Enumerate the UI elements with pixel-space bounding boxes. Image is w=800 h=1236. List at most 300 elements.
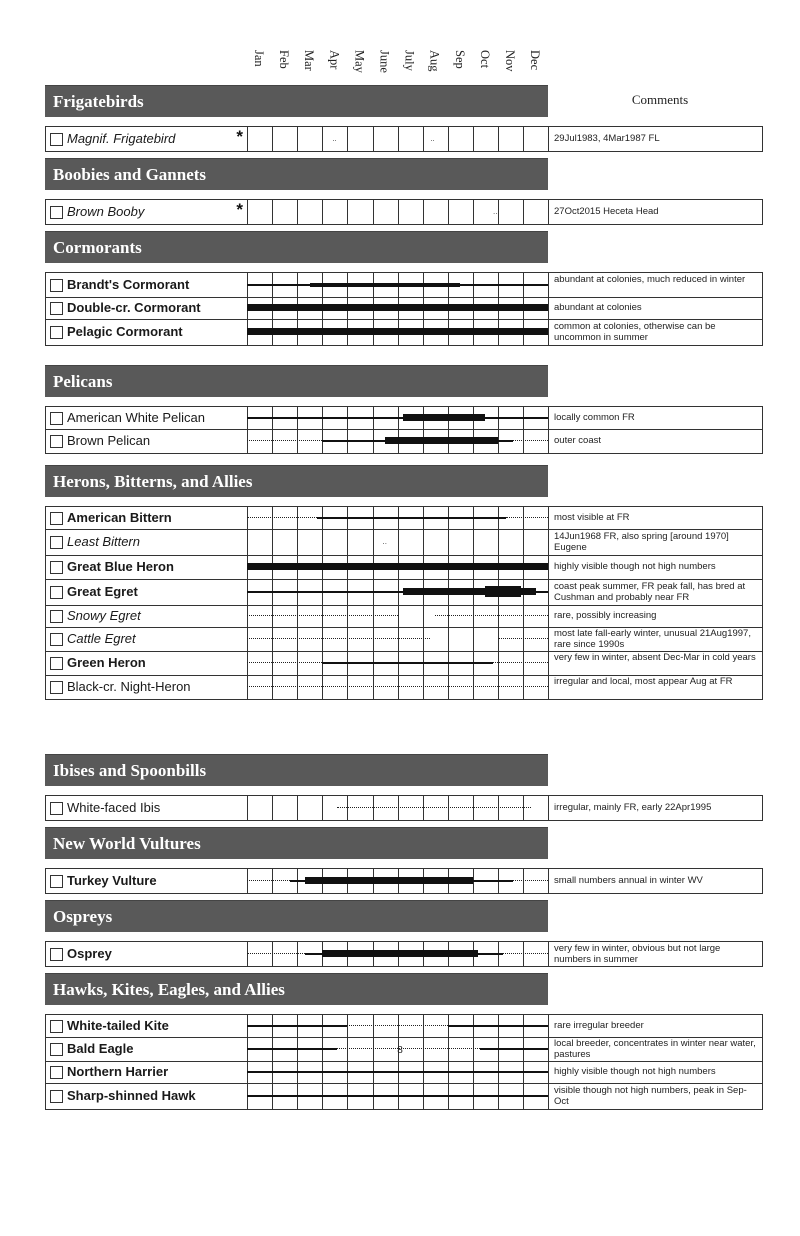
- month-divider: [423, 127, 424, 151]
- species-name: Pelagic Cormorant: [67, 324, 183, 339]
- month-divider: [272, 606, 273, 627]
- comment-cell: [548, 298, 762, 319]
- month-divider: [448, 530, 449, 555]
- month-divider: [398, 628, 399, 651]
- species-row: [45, 298, 763, 320]
- species-comment: rare irregular breeder: [554, 1020, 644, 1031]
- month-header-feb: [271, 50, 296, 80]
- species-row: [45, 506, 763, 530]
- abundance-bar-dot: [503, 953, 548, 954]
- month-divider: [498, 652, 499, 675]
- species-checkbox[interactable]: [50, 657, 63, 670]
- species-row: [45, 556, 763, 580]
- abundance-bar-dot: [506, 517, 549, 518]
- section-header: [45, 465, 548, 497]
- comment-cell: [548, 530, 762, 555]
- species-comment: outer coast: [554, 435, 601, 446]
- species-comment: irregular and local, most appear Aug at FR: [554, 676, 733, 687]
- section-header: [45, 365, 548, 397]
- abundance-bar-thick: [305, 877, 473, 884]
- abundance-bar-thin: [247, 284, 310, 286]
- month-divider: [373, 796, 374, 820]
- month-divider: [373, 200, 374, 224]
- species-row: [45, 1084, 763, 1110]
- abundance-bar-thick: [403, 414, 486, 421]
- month-divider: [347, 530, 348, 555]
- month-divider: [373, 1015, 374, 1037]
- month-divider: [398, 200, 399, 224]
- month-header-apr: [321, 50, 346, 80]
- month-divider: [498, 530, 499, 555]
- species-name-cell: [46, 580, 248, 605]
- month-divider: [322, 200, 323, 224]
- abundance-bar-dot: [247, 517, 317, 518]
- species-name: American White Pelican: [67, 410, 205, 425]
- month-divider: [423, 606, 424, 627]
- rare-asterisk: *: [236, 127, 243, 146]
- abundance-bar-thin: [322, 440, 385, 442]
- month-divider: [473, 530, 474, 555]
- species-row: [45, 320, 763, 346]
- month-label: July: [402, 50, 417, 71]
- species-row: [45, 628, 763, 652]
- comment-cell: [548, 796, 762, 820]
- species-comment: local breeder, concentrates in winter near water, pastures: [554, 1038, 756, 1060]
- species-comment: 14Jun1968 FR, also spring [around 1970] Eugene: [554, 531, 729, 553]
- month-divider: [272, 652, 273, 675]
- abundance-bar-dot: [247, 953, 305, 954]
- species-checkbox[interactable]: [50, 1090, 63, 1103]
- month-divider: [322, 796, 323, 820]
- section-header: [45, 827, 548, 859]
- species-row: [45, 530, 763, 556]
- month-divider: [272, 200, 273, 224]
- month-divider: [297, 652, 298, 675]
- month-divider: [523, 530, 524, 555]
- section-title: Pelicans: [53, 372, 113, 391]
- section-title: Ospreys: [53, 907, 113, 926]
- species-name-cell: [46, 869, 248, 893]
- abundance-bar-dot: [247, 662, 322, 663]
- month-divider: [373, 676, 374, 699]
- species-name-cell: [46, 676, 248, 699]
- comment-cell: [548, 407, 762, 429]
- month-divider: [423, 628, 424, 651]
- section-title: Herons, Bitterns, and Allies: [53, 472, 253, 491]
- comment-cell: [548, 430, 762, 453]
- species-checkbox[interactable]: [50, 133, 63, 146]
- abundance-bar-dot: [513, 440, 548, 441]
- species-name: Cattle Egret: [67, 631, 136, 646]
- species-name-cell: [46, 1015, 248, 1037]
- species-name: Magnif. Frigatebird: [67, 131, 176, 146]
- month-divider: [373, 628, 374, 651]
- species-name: Double-cr. Cormorant: [67, 300, 201, 315]
- section-title: New World Vultures: [53, 834, 201, 853]
- abundance-bar-thin: [317, 517, 505, 519]
- month-divider: [398, 127, 399, 151]
- species-row: [45, 868, 763, 894]
- species-name: Sharp-shinned Hawk: [67, 1088, 196, 1103]
- month-header-dec: [522, 50, 547, 80]
- section-title: Cormorants: [53, 238, 142, 257]
- month-divider: [498, 796, 499, 820]
- abundance-bar-thin: [485, 417, 548, 419]
- abundance-bar-thin: [247, 417, 403, 419]
- abundance-bar-thick: [403, 588, 486, 595]
- rare-asterisk: *: [236, 200, 243, 219]
- month-divider: [272, 628, 273, 651]
- abundance-bar-dot: [247, 686, 548, 687]
- month-label: Jan: [252, 50, 266, 67]
- month-divider: [272, 796, 273, 820]
- species-name-cell: [46, 1062, 248, 1083]
- species-name-cell: [46, 273, 248, 297]
- month-label: Feb: [277, 50, 292, 69]
- month-divider: [448, 796, 449, 820]
- month-divider: [398, 530, 399, 555]
- species-comment: most late fall-early winter, unusual 21Aug1997, rare since 1990s: [554, 628, 751, 650]
- month-divider: [347, 606, 348, 627]
- abundance-bar-dot: [435, 615, 548, 616]
- species-comment: highly visible though not high numbers: [554, 1066, 716, 1077]
- species-name: American Bittern: [67, 510, 172, 525]
- species-name-cell: [46, 628, 248, 651]
- abundance-bar-thick: [247, 328, 548, 335]
- comment-cell: [548, 942, 762, 966]
- month-divider: [423, 676, 424, 699]
- month-divider: [523, 200, 524, 224]
- species-name-cell: [46, 127, 248, 151]
- month-divider: [297, 507, 298, 529]
- month-divider: [423, 796, 424, 820]
- month-label: Dec: [528, 50, 543, 71]
- species-row: [45, 126, 763, 152]
- month-header-july: [397, 50, 422, 80]
- species-name-cell: [46, 606, 248, 627]
- abundance-bar-thin: [247, 1095, 548, 1097]
- month-divider: [322, 606, 323, 627]
- species-name: Osprey: [67, 946, 112, 961]
- species-comment: coast peak summer, FR peak fall, has bred at Cushman and probably near FR: [554, 581, 746, 603]
- species-comment: visible though not high numbers, peak in Sep-Oct: [554, 1085, 747, 1107]
- month-divider: [373, 127, 374, 151]
- month-divider: [347, 200, 348, 224]
- month-label: Nov: [503, 50, 517, 72]
- species-name-cell: [46, 942, 248, 966]
- month-divider: [297, 200, 298, 224]
- comment-cell: [548, 676, 762, 699]
- species-checkbox[interactable]: [50, 633, 63, 646]
- month-header-sep: [447, 50, 472, 80]
- species-comment: highly visible though not high numbers: [554, 561, 716, 572]
- abundance-bar-dot: [498, 638, 548, 639]
- abundance-bar-thin: [247, 1025, 347, 1027]
- species-name: Black-cr. Night-Heron: [67, 679, 191, 694]
- species-name: Green Heron: [67, 655, 146, 670]
- sighting-mark: ..: [332, 134, 337, 143]
- month-divider: [272, 530, 273, 555]
- species-name-cell: [46, 430, 248, 453]
- species-comment: 27Oct2015 Heceta Head: [554, 206, 659, 217]
- month-divider: [473, 628, 474, 651]
- abundance-bar-dot: [347, 1025, 447, 1026]
- species-name: Snowy Egret: [67, 608, 141, 623]
- species-comment: irregular, mainly FR, early 22Apr1995: [554, 802, 712, 813]
- month-divider: [523, 507, 524, 529]
- month-divider: [272, 942, 273, 966]
- species-checkbox[interactable]: [50, 610, 63, 623]
- sighting-mark: ..: [492, 207, 498, 216]
- species-comment: rare, possibly increasing: [554, 610, 657, 621]
- month-label: Sep: [452, 50, 467, 69]
- species-comment: 29Jul1983, 4Mar1987 FL: [554, 133, 660, 144]
- species-checkbox[interactable]: [50, 586, 63, 599]
- species-row: [45, 580, 763, 606]
- comment-cell: [548, 556, 762, 579]
- species-name: White-tailed Kite: [67, 1018, 169, 1033]
- month-divider: [523, 869, 524, 893]
- species-name: White-faced Ibis: [67, 800, 161, 815]
- month-divider: [373, 530, 374, 555]
- month-header-oct: [472, 50, 497, 80]
- comment-cell: [548, 606, 762, 627]
- abundance-bar-thin: [247, 591, 403, 593]
- month-divider: [347, 628, 348, 651]
- month-divider: [297, 127, 298, 151]
- month-divider: [523, 942, 524, 966]
- month-header-nov: [497, 50, 522, 80]
- month-divider: [523, 127, 524, 151]
- species-checkbox[interactable]: [50, 875, 63, 888]
- month-divider: [473, 676, 474, 699]
- month-divider: [347, 796, 348, 820]
- species-row: [45, 430, 763, 454]
- comment-cell: [548, 273, 762, 297]
- species-name-cell: [46, 507, 248, 529]
- species-checkbox[interactable]: [50, 512, 63, 525]
- species-row: [45, 406, 763, 430]
- month-divider: [398, 676, 399, 699]
- month-header-june: [372, 50, 397, 80]
- species-comment: abundant at colonies, much reduced in winter: [554, 274, 746, 285]
- species-name-cell: [46, 298, 248, 319]
- month-label: Oct: [477, 50, 492, 69]
- species-comment: very few in winter, absent Dec-Mar in cold years: [554, 652, 756, 663]
- species-comment: small numbers annual in winter WV: [554, 875, 703, 886]
- species-name: Brandt's Cormorant: [67, 277, 190, 292]
- month-divider: [523, 606, 524, 627]
- month-divider: [297, 796, 298, 820]
- species-row: [45, 1062, 763, 1084]
- month-divider: [473, 127, 474, 151]
- species-name: Great Egret: [67, 584, 138, 599]
- section-header: [45, 973, 548, 1005]
- month-divider: [272, 869, 273, 893]
- comment-cell: [548, 869, 762, 893]
- species-name-cell: [46, 200, 248, 224]
- month-label: Aug: [427, 50, 442, 72]
- section-header: [45, 754, 548, 786]
- month-divider: [297, 530, 298, 555]
- month-label: Apr: [327, 50, 342, 70]
- comment-cell: [548, 1062, 762, 1083]
- month-divider: [523, 628, 524, 651]
- species-name: Brown Pelican: [67, 433, 151, 448]
- month-divider: [473, 606, 474, 627]
- comment-cell: [548, 127, 762, 151]
- month-divider: [523, 430, 524, 453]
- species-row: [45, 795, 763, 821]
- month-label: Mar: [302, 50, 317, 71]
- species-name-cell: [46, 1084, 248, 1109]
- species-checkbox[interactable]: [50, 681, 63, 694]
- month-divider: [398, 606, 399, 627]
- abundance-bar-thick: [322, 950, 478, 957]
- month-divider: [523, 796, 524, 820]
- species-checkbox[interactable]: [50, 206, 63, 219]
- species-row: [45, 676, 763, 700]
- abundance-bar-thin: [536, 591, 549, 593]
- species-row: [45, 652, 763, 676]
- month-header-aug: [422, 50, 447, 80]
- species-name-cell: [46, 796, 248, 820]
- species-name-cell: [46, 652, 248, 675]
- month-divider: [347, 127, 348, 151]
- month-divider: [322, 530, 323, 555]
- species-checkbox[interactable]: [50, 1066, 63, 1079]
- species-comment: locally common FR: [554, 412, 635, 423]
- month-header-jan: [246, 50, 271, 80]
- species-name: Least Bittern: [67, 534, 140, 549]
- month-divider: [322, 676, 323, 699]
- species-checkbox[interactable]: [50, 561, 63, 574]
- species-name: Northern Harrier: [67, 1064, 169, 1079]
- month-divider: [448, 606, 449, 627]
- species-checkbox[interactable]: [50, 435, 63, 448]
- month-divider: [347, 676, 348, 699]
- month-divider: [498, 127, 499, 151]
- month-divider: [297, 942, 298, 966]
- month-divider: [523, 676, 524, 699]
- comment-cell: [548, 652, 762, 675]
- species-name-cell: [46, 407, 248, 429]
- sighting-mark: ..: [382, 537, 387, 546]
- month-divider: [498, 676, 499, 699]
- abundance-bar-dot: [247, 615, 398, 616]
- species-comment: abundant at colonies: [554, 302, 642, 313]
- month-divider: [272, 430, 273, 453]
- species-row: [45, 272, 763, 298]
- species-name: Brown Booby: [67, 204, 145, 219]
- month-label: June: [377, 50, 392, 73]
- month-divider: [423, 200, 424, 224]
- section-title: Hawks, Kites, Eagles, and Allies: [53, 980, 285, 999]
- month-divider: [272, 507, 273, 529]
- month-divider: [423, 530, 424, 555]
- comment-cell: [548, 200, 762, 224]
- abundance-bar-thin: [290, 880, 305, 882]
- month-divider: [473, 796, 474, 820]
- page-number: 8: [397, 1045, 403, 1056]
- species-checkbox[interactable]: [50, 279, 63, 292]
- species-comment: very few in winter, obvious but not large numbers in summer: [554, 943, 721, 965]
- species-checkbox[interactable]: [50, 302, 63, 315]
- comment-cell: [548, 320, 762, 345]
- species-name: Turkey Vulture: [67, 873, 157, 888]
- comment-cell: [548, 507, 762, 529]
- month-divider: [498, 200, 499, 224]
- abundance-bar-dot: [513, 880, 548, 881]
- month-header-may: [346, 50, 371, 80]
- species-checkbox[interactable]: [50, 412, 63, 425]
- species-checkbox[interactable]: [50, 1020, 63, 1033]
- month-divider: [423, 1015, 424, 1037]
- month-divider: [322, 628, 323, 651]
- abundance-bar-thick: [385, 437, 498, 444]
- abundance-bar-thick: [247, 304, 548, 311]
- abundance-bar-thin: [448, 1025, 548, 1027]
- abundance-bar-thin: [498, 440, 513, 442]
- comment-cell: [548, 580, 762, 605]
- abundance-bar-med: [310, 283, 461, 287]
- abundance-bar-thin: [478, 953, 503, 955]
- section-title: Boobies and Gannets: [53, 165, 207, 184]
- species-comment: most visible at FR: [554, 512, 630, 523]
- species-comment: common at colonies, otherwise can be uncommon in summer: [554, 321, 716, 343]
- species-name-cell: [46, 556, 248, 579]
- species-row: [45, 199, 763, 225]
- month-divider: [498, 606, 499, 627]
- month-header-mar: [296, 50, 321, 80]
- month-divider: [523, 652, 524, 675]
- abundance-bar-thin: [322, 662, 493, 664]
- month-divider: [373, 606, 374, 627]
- species-checkbox[interactable]: [50, 802, 63, 815]
- month-divider: [398, 1015, 399, 1037]
- abundance-bar-dot: [247, 440, 322, 441]
- month-divider: [398, 796, 399, 820]
- month-label: May: [352, 50, 367, 73]
- sighting-mark: ..: [430, 134, 435, 143]
- abundance-bar-thin: [460, 284, 548, 286]
- comment-cell: [548, 628, 762, 651]
- month-divider: [322, 127, 323, 151]
- species-checkbox[interactable]: [50, 536, 63, 549]
- section-header: [45, 158, 548, 190]
- abundance-bar-thin: [305, 953, 323, 955]
- species-checkbox[interactable]: [50, 948, 63, 961]
- month-divider: [448, 628, 449, 651]
- month-divider: [297, 430, 298, 453]
- species-name-cell: [46, 530, 248, 555]
- section-header: [45, 85, 548, 117]
- species-name: Bald Eagle: [67, 1041, 134, 1056]
- abundance-bar-thin: [247, 1071, 548, 1073]
- comment-cell: [548, 1015, 762, 1037]
- species-name: Great Blue Heron: [67, 559, 174, 574]
- month-divider: [448, 127, 449, 151]
- month-divider: [297, 628, 298, 651]
- species-checkbox[interactable]: [50, 326, 63, 339]
- species-name-cell: [46, 320, 248, 345]
- abundance-bar-dot: [247, 880, 290, 881]
- abundance-bar-dot: [493, 662, 548, 663]
- abundance-bar-xthick: [485, 586, 520, 597]
- month-divider: [297, 606, 298, 627]
- month-divider: [448, 200, 449, 224]
- month-divider: [347, 1015, 348, 1037]
